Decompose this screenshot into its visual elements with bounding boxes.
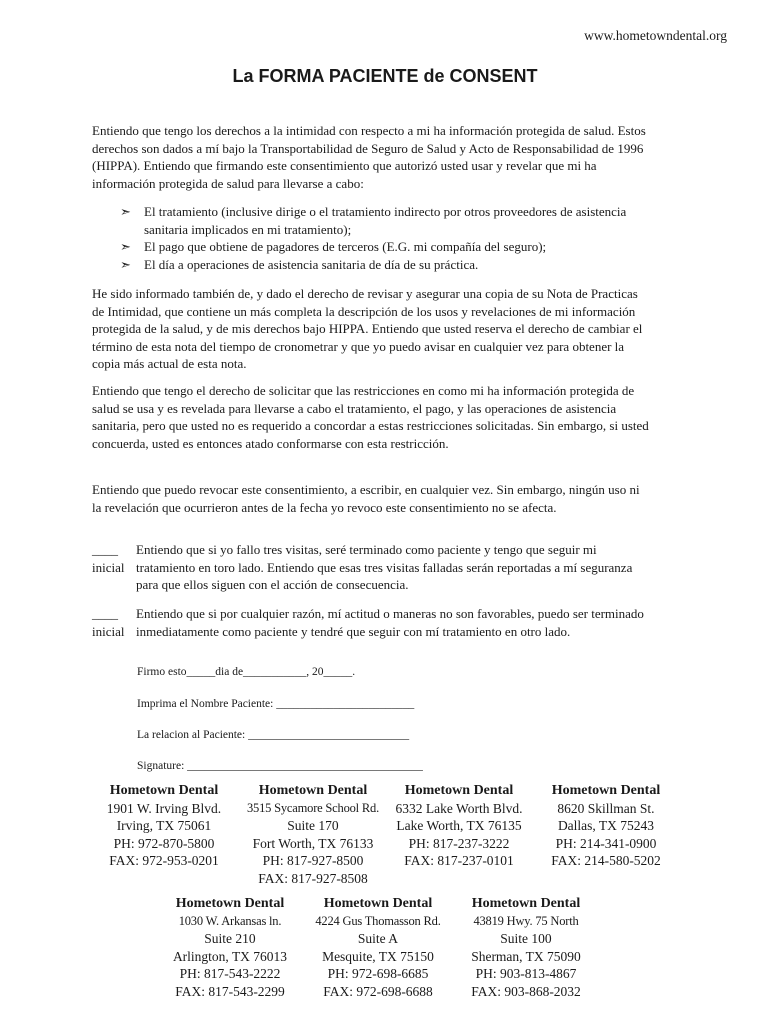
office-fax: FAX: 817-237-0101 <box>404 853 514 868</box>
initial-clause-text: Entiendo que si por cualquier razón, mí actitud o maneras no son favorables, puedo ser terminado inmediatamente como paciente y tendré que seguir con mí tratamiento en otro lado. <box>136 606 644 639</box>
patient-name-field[interactable]: Imprima el Nombre Paciente: ________________________ <box>137 698 415 710</box>
list-item <box>120 256 640 274</box>
list-item <box>120 203 640 238</box>
office-fax: FAX: 972-698-6688 <box>323 983 433 999</box>
initial-label: inicial <box>92 623 125 639</box>
initial-label: inicial <box>92 559 125 575</box>
office-suite: Suite 170 <box>287 818 339 833</box>
office-arlington <box>150 895 310 1000</box>
office-fax: FAX: 214-580-5202 <box>551 853 661 868</box>
office-fax: FAX: 817-927-8508 <box>258 870 368 886</box>
office-name: Hometown Dental <box>551 783 661 798</box>
office-fort-worth <box>230 782 396 887</box>
initial-clause-text: Entiendo que si yo fallo tres visitas, seré terminado como paciente y tengo que seguir mi tratamiento en toro lado. Entiendo que esas tres visitas falladas serán reportadas a mí seguranza para que ellos siguen con el acción de consecuencia. <box>136 542 633 592</box>
office-phone: PH: 817-927-8500 <box>262 853 364 868</box>
paragraph-restrictions: Entiendo que tengo el derecho de solicitar que las restricciones en como mi ha información protegida de salud se usa y es revelada para llevarse a cabo el tratamiento, el pago, y las operaciones de asistencia sanitaria, pero que usted no es requerido a concordar a estas restricciones solicitadas. Sin embargo, si usted concuerda, usted es entonces atado conformarse con esta restricción. <box>92 383 649 451</box>
office-city: Arlington, TX 76013 <box>172 948 288 964</box>
office-name: Hometown Dental <box>471 896 581 911</box>
office-phone: PH: 972-870-5800 <box>113 835 215 851</box>
office-city: Lake Worth, TX 76135 <box>396 818 522 833</box>
office-fax: FAX: 817-543-2299 <box>175 983 285 999</box>
paragraph-privacy-notice: He sido informado también de, y dado el derecho de revisar y asegurar una copia de su Nota de Practicas de Intimidad, que contiene un más completa la descripción de los usos y revelaciones de mi información protegida de la salud, y de mis derechos bajo HIPPA. Entiendo que usted reserva el derecho de cambiar el término de esta nota del tiempo de cronometrar y que yo puedo avisar en cualquier vez para obtener la copia más actual de esta nota. <box>92 286 643 371</box>
paragraph-revocation: Entiendo que puedo revocar este consentimiento, a escribir, en cualquier vez. Sin embargo, ningún uso ni la revelación que ocurrieron antes de la fecha yo revoco este consentimiento no se afecta. <box>92 482 640 515</box>
office-city: Fort Worth, TX 76133 <box>252 835 374 851</box>
office-city: Sherman, TX 75090 <box>471 948 581 964</box>
office-city: Mesquite, TX 75150 <box>322 948 434 964</box>
office-lake-worth <box>379 782 539 870</box>
office-dallas <box>526 782 686 870</box>
office-address: 1901 W. Irving Blvd. <box>106 800 222 816</box>
relationship-field[interactable]: La relacion al Paciente: ____________________________ <box>137 729 410 741</box>
office-phone: PH: 972-698-6685 <box>327 966 429 981</box>
list-item-text: El pago que obtiene de pagadores de terceros (E.G. mi compañía del seguro); <box>144 239 547 254</box>
office-name: Hometown Dental <box>404 783 514 798</box>
office-irving <box>84 782 244 870</box>
list-item-text: El tratamiento (inclusive dirige o el tratamiento indirecto por otros proveedores de asistencia sanitaria implicados en mi tratamiento); <box>144 204 627 237</box>
signature-field[interactable]: Signature: _________________________________________ <box>137 760 423 772</box>
office-address: 6332 Lake Worth Blvd. <box>395 800 523 816</box>
office-name: Hometown Dental <box>175 896 285 911</box>
arrow-bullet-icon: ➣ <box>120 256 131 272</box>
office-address: 1030 W. Arkansas ln. <box>178 913 282 928</box>
page-title: La FORMA PACIENTE de CONSENT <box>232 66 538 86</box>
office-address: 8620 Skillman St. <box>557 800 655 816</box>
list-item-text: El día a operaciones de asistencia sanitaria de día de su práctica. <box>144 256 479 272</box>
initial-blank[interactable]: ____ <box>92 606 118 621</box>
arrow-bullet-icon: ➣ <box>120 204 131 219</box>
office-suite: Suite A <box>357 931 399 946</box>
office-address: 3515 Sycamore School Rd. <box>247 800 379 815</box>
website-url: www.hometowndental.org <box>584 28 727 43</box>
list-item <box>120 238 640 256</box>
office-name: Hometown Dental <box>258 783 368 798</box>
office-address: 43819 Hwy. 75 North <box>473 913 579 928</box>
arrow-bullet-icon: ➣ <box>120 239 131 254</box>
initial-clause-missed-visits <box>92 541 652 594</box>
office-sherman <box>446 895 606 1000</box>
office-phone: PH: 214-341-0900 <box>555 835 657 851</box>
office-fax: FAX: 903-868-2032 <box>471 983 581 999</box>
office-fax: FAX: 972-953-0201 <box>109 853 219 868</box>
office-city: Dallas, TX 75243 <box>557 818 655 833</box>
purpose-list <box>120 203 640 273</box>
office-city: Irving, TX 75061 <box>116 818 212 833</box>
office-suite: Suite 210 <box>204 931 256 946</box>
office-name: Hometown Dental <box>109 783 219 798</box>
initial-blank[interactable]: ____ <box>92 542 118 557</box>
initial-clause-conduct <box>92 605 652 640</box>
office-mesquite <box>298 895 458 1000</box>
date-signed-field[interactable]: Firmo esto_____dia de___________, 20_____. <box>137 666 356 678</box>
office-phone: PH: 817-237-3222 <box>408 835 510 851</box>
office-address: 4224 Gus Thomasson Rd. <box>315 913 441 928</box>
office-phone: PH: 903-813-4867 <box>475 966 577 981</box>
office-phone: PH: 817-543-2222 <box>179 966 281 981</box>
paragraph-rights: Entiendo que tengo los derechos a la intimidad con respecto a mi ha información protegida de salud. Estos derechos son dados a mí bajo la Transportabilidad de Seguro de Salud y Acto de Responsabilidad de 1996 (HIPPA). Entiendo que firmando este consentimiento que autorizó usted usar y revelar que mi ha información protegida de salud para llevarse a cabo: <box>92 123 646 191</box>
office-name: Hometown Dental <box>323 896 433 911</box>
office-suite: Suite 100 <box>500 931 552 946</box>
